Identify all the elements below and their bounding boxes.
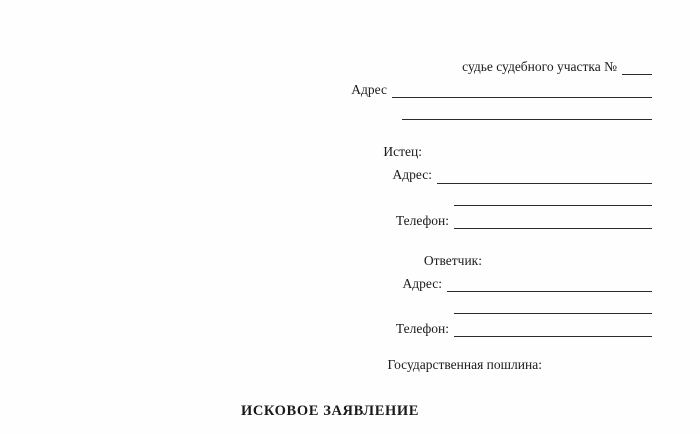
court-address-line-2	[0, 106, 652, 120]
court-address-line	[0, 83, 652, 98]
court-line	[0, 60, 652, 75]
respondent-address-label: Адрес:	[402, 275, 442, 291]
court-address-field-2[interactable]	[402, 106, 652, 120]
court-address-label: Адрес	[351, 82, 387, 98]
claimant-phone-field[interactable]	[454, 215, 652, 229]
court-block	[0, 60, 700, 373]
respondent-address-line-2	[0, 300, 652, 314]
claimant-phone-label: Телефон:	[395, 212, 449, 228]
state-fee-line	[0, 357, 652, 373]
claimant-address-field-2[interactable]	[454, 192, 652, 206]
court-label: судье судебного участка №	[462, 59, 617, 74]
claimant-heading	[0, 144, 652, 160]
respondent-phone-line	[0, 322, 652, 337]
document-title: ИСКОВОЕ ЗАЯВЛЕНИЕ	[240, 403, 420, 420]
claimant-address-field[interactable]	[437, 170, 652, 184]
respondent-phone-field[interactable]	[454, 323, 652, 337]
respondent-heading	[0, 253, 652, 269]
court-number-field[interactable]	[622, 61, 652, 75]
claimant-phone-line	[0, 214, 652, 229]
claimant-address-line-2	[0, 192, 652, 206]
state-fee-label: Государственная пошлина:	[387, 357, 542, 373]
respondent-address-field-2[interactable]	[454, 300, 652, 314]
claimant-address-line	[0, 168, 652, 183]
claimant-heading-label: Истец:	[383, 144, 422, 160]
respondent-address-field[interactable]	[447, 278, 652, 292]
court-address-field[interactable]	[392, 84, 652, 98]
respondent-address-line	[0, 277, 652, 292]
claimant-address-label: Адрес:	[392, 167, 432, 183]
respondent-phone-label: Телефон:	[395, 320, 449, 336]
respondent-heading-label: Ответчик:	[423, 252, 482, 268]
